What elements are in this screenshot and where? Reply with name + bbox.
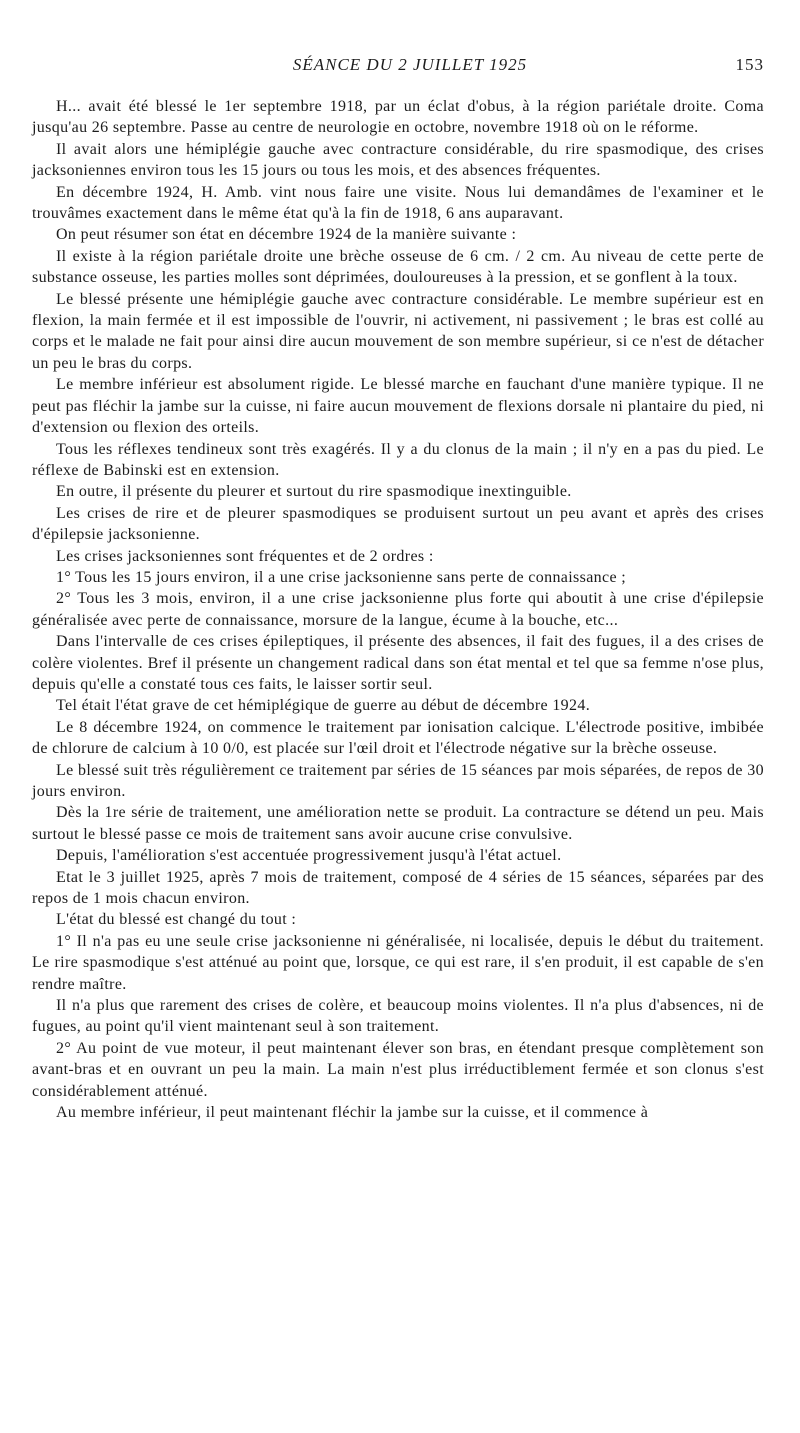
paragraph: 1° Tous les 15 jours environ, il a une crise jacksonienne sans perte de connaissance ; <box>56 568 627 586</box>
paragraph: Le 8 décembre 1924, on commence le traitement par ionisation calcique. L'électrode positive, imbibée de chlorure de calcium à 10 0/0, est placée sur l'œil droit et l'électrode négative sur la brèche osseuse. <box>32 718 764 758</box>
paragraph: 2° Au point de vue moteur, il peut maintenant élever son bras, en étendant presque complètement son avant-bras et en ouvrant un peu la main. La main n'est plus irréductiblement fermée et son clonus s'est considérablement atténué. <box>32 1039 764 1100</box>
body-text <box>32 96 764 1124</box>
page-header <box>56 55 764 81</box>
paragraph: L'état du blessé est changé du tout : <box>56 911 297 929</box>
paragraph: En décembre 1924, H. Amb. vint nous faire une visite. Nous lui demandâmes de l'examiner et le trouvâmes exactement dans le même état qu'à la fin de 1918, 6 ans auparavant. <box>32 183 764 223</box>
paragraph: H... avait été blessé le 1er septembre 1918, par un éclat d'obus, à la région pariétale droite. Coma jusqu'au 26 septembre. Passe au centre de neurologie en octobre, novembre 1918 où on le réforme. <box>32 98 764 137</box>
paragraph: Au membre inférieur, il peut maintenant fléchir la jambe sur la cuisse, et il commence à <box>56 1104 649 1122</box>
paragraph: Le blessé suit très régulièrement ce traitement par séries de 15 séances par mois séparées, de repos de 30 jours environ. <box>32 761 764 800</box>
paragraph: Etat le 3 juillet 1925, après 7 mois de traitement, composé de 4 séries de 15 séances, séparées par des repos de 1 mois chacun environ. <box>32 868 764 908</box>
paragraph: En outre, il présente du pleurer et surtout du rire spasmodique inextinguible. <box>56 483 572 501</box>
paragraph: Il avait alors une hémiplégie gauche avec contracture considérable, du rire spasmodique, des crises jacksoniennes environ tous les 15 jours ou tous les mois, et des absences fréquentes. <box>32 140 764 180</box>
page-number: 153 <box>735 55 764 74</box>
paragraph: Tel était l'état grave de cet hémiplégique de guerre au début de décembre 1924. <box>56 697 591 715</box>
paragraph: Tous les réflexes tendineux sont très exagérés. Il y a du clonus de la main ; il n'y en a pas du pied. Le réflexe de Babinski est en extension. <box>32 440 764 479</box>
paragraph: On peut résumer son état en décembre 1924 de la manière suivante : <box>56 226 517 244</box>
paragraph: Le membre inférieur est absolument rigide. Le blessé marche en fauchant d'une manière typique. Il ne peut pas fléchir la jambe sur la cuisse, ni faire aucun mouvement de flexions dorsale ni plantaire du pied, ni d'extension ou flexion des orteils. <box>32 376 764 437</box>
paragraph: Il existe à la région pariétale droite une brèche osseuse de 6 cm. / 2 cm. Au niveau de cette perte de substance osseuse, les parties molles sont déprimées, douloureuses à la pression, et se gonflent à la toux. <box>32 247 764 287</box>
paragraph: Il n'a plus que rarement des crises de colère, et beaucoup moins violentes. Il n'a plus d'absences, ni de fugues, au point qu'il vient maintenant seul à son traitement. <box>32 997 764 1036</box>
paragraph: Le blessé présente une hémiplégie gauche avec contracture considérable. Le membre supérieur est en flexion, la main fermée et il est impossible de l'ouvrir, ni activement, ni passivement ; le bras est collé au corps et le malade ne fait pour ainsi dire aucun mouvement de son membre supérieur, si ce n'est de détacher un peu le bras du corps. <box>32 290 764 372</box>
paragraph: 2° Tous les 3 mois, environ, il a une crise jacksonienne plus forte qui aboutit à une crise d'épilepsie généralisée avec perte de connaissance, morsure de la langue, écume à la bouche, etc... <box>32 590 764 629</box>
paragraph: Dès la 1re série de traitement, une amélioration nette se produit. La contracture se détend un peu. Mais surtout le blessé passe ce mois de traitement sans avoir aucune crise convulsive. <box>32 804 764 843</box>
paragraph: Dans l'intervalle de ces crises épileptiques, il présente des absences, il fait des fugues, il a des crises de colère violentes. Bref il présente un changement radical dans son état mental et tel que sa femme n'ose plus, depuis qu'elle a constaté tous ces faits, le laisser sortir seul. <box>32 633 764 693</box>
running-title: SÉANCE DU 2 JUILLET 1925 <box>292 55 528 74</box>
paragraph: Les crises jacksoniennes sont fréquentes et de 2 ordres : <box>56 547 434 565</box>
paragraph: Depuis, l'amélioration s'est accentuée progressivement jusqu'à l'état actuel. <box>56 847 562 865</box>
paragraph: Les crises de rire et de pleurer spasmodiques se produisent surtout un peu avant et après des crises d'épilepsie jacksonienne. <box>32 504 764 544</box>
paragraph: 1° Il n'a pas eu une seule crise jacksonienne ni généralisée, ni localisée, depuis le début du traitement. Le rire spasmodique s'est atténué au point que, lorsque, ce qui est rare, il s'en produit, il est capable de s'en rendre maître. <box>32 932 764 993</box>
